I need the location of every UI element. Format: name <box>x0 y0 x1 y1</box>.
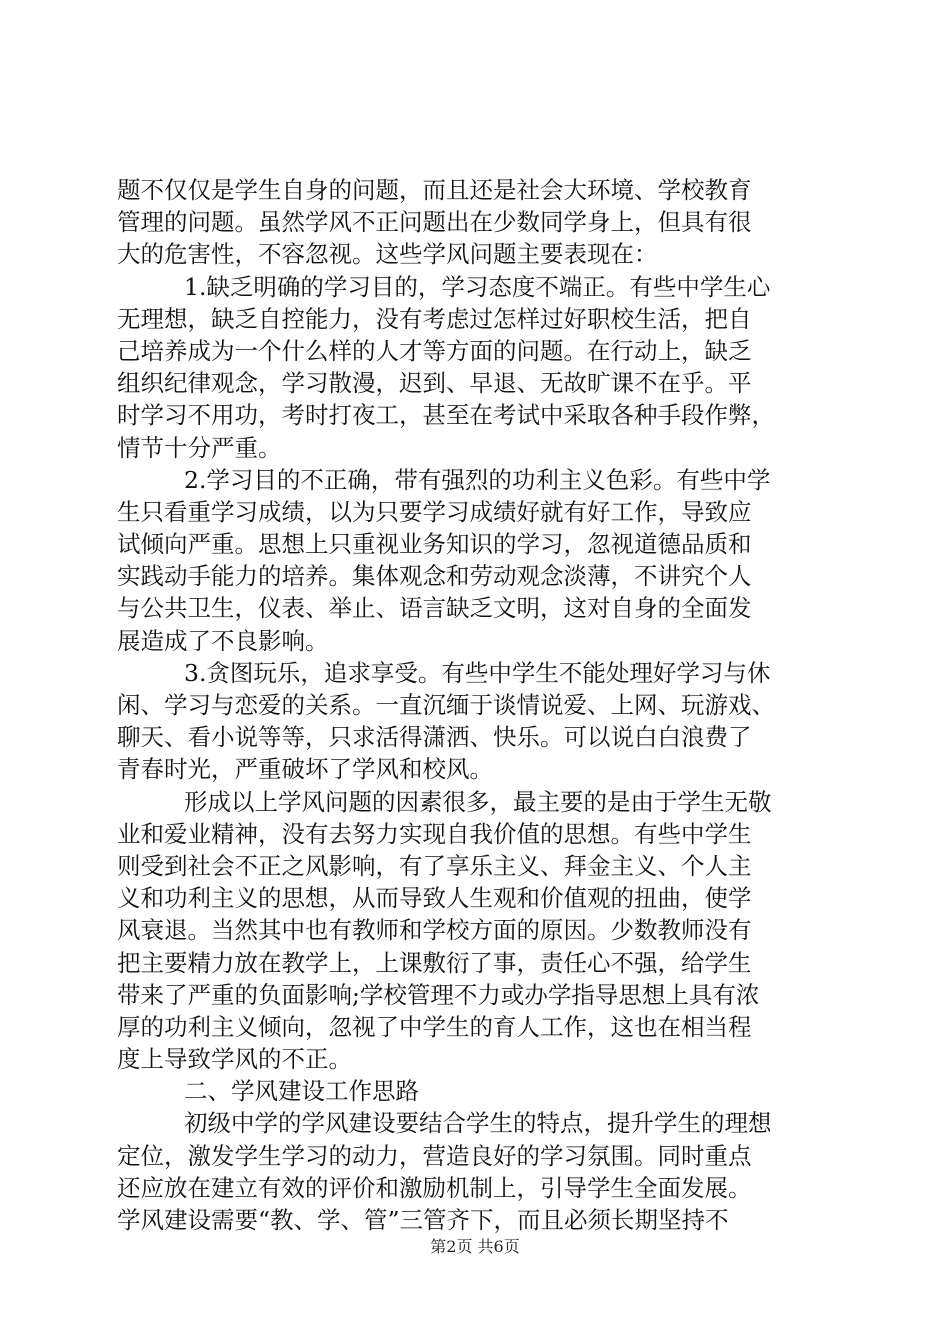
text-line: 厚的功利主义倾向，忽视了中学生的育人工作，这也在相当程 <box>117 1012 752 1041</box>
text-line: 风衰退。当然其中也有教师和学校方面的原因。少数教师没有 <box>117 916 752 945</box>
text-line: 学风建设需要“教、学、管”三管齐下，而且必须长期坚持不 <box>117 1206 729 1234</box>
text-line: 展造成了不良影响。 <box>117 626 329 655</box>
page-number-footer: 第2页 共6页 <box>430 1237 520 1256</box>
text-line: 试倾向严重。思想上只重视业务知识的学习，忽视道德品质和 <box>117 530 752 559</box>
text-line: 义和功利主义的思想，从而导致人生观和价值观的扭曲，使学 <box>117 884 752 913</box>
text-line: 生只看重学习成绩，以为只要学习成绩好就有好工作，导致应 <box>117 497 752 526</box>
text-line: 2.学习目的不正确，带有强烈的功利主义色彩。有些中学 <box>184 465 771 494</box>
text-line: 大的危害性，不容忽视。这些学风问题主要表现在： <box>117 240 658 269</box>
section-heading: 二、学风建设工作思路 <box>184 1077 419 1106</box>
text-line: 还应放在建立有效的评价和激励机制上，引导学生全面发展。 <box>117 1173 752 1202</box>
text-line: 青春时光，严重破坏了学风和校风。 <box>117 755 493 784</box>
text-line: 3.贪图玩乐，追求享受。有些中学生不能处理好学习与休 <box>184 658 771 687</box>
text-line: 把主要精力放在教学上，上课敷衍了事，责任心不强，给学生 <box>117 948 752 977</box>
text-line: 业和爱业精神，没有去努力实现自我价值的思想。有些中学生 <box>117 819 752 848</box>
text-line: 初级中学的学风建设要结合学生的特点，提升学生的理想 <box>184 1109 772 1138</box>
text-line: 组织纪律观念，学习散漫，迟到、早退、无故旷课不在乎。平 <box>117 369 752 398</box>
text-line: 管理的问题。虽然学风不正问题出在少数同学身上，但具有很 <box>117 208 752 237</box>
text-line: 实践动手能力的培养。集体观念和劳动观念淡薄，不讲究个人 <box>117 562 752 591</box>
text-line: 闲、学习与恋爱的关系。一直沉缅于谈情说爱、上网、玩游戏、 <box>117 691 775 719</box>
text-line: 1.缺乏明确的学习目的，学习态度不端正。有些中学生心 <box>184 272 771 301</box>
text-line: 情节十分严重。 <box>117 433 282 462</box>
text-line: 定位，激发学生学习的动力，营造良好的学习氛围。同时重点 <box>117 1141 752 1170</box>
text-line: 聊天、看小说等等，只求活得潇洒、快乐。可以说白白浪费了 <box>117 723 752 752</box>
text-line: 题不仅仅是学生自身的问题，而且还是社会大环境、学校教育 <box>117 176 752 204</box>
text-line: 带来了严重的负面影响;学校管理不力或办学指导思想上具有浓 <box>117 980 760 1009</box>
text-line: 己培养成为一个什么样的人才等方面的问题。在行动上，缺乏 <box>117 336 752 365</box>
text-line: 则受到社会不正之风影响，有了享乐主义、拜金主义、个人主 <box>117 851 752 880</box>
text-line: 无理想，缺乏自控能力，没有考虑过怎样过好职校生活，把自 <box>117 304 752 333</box>
document-body <box>117 174 839 1236</box>
text-line: 度上导致学风的不正。 <box>117 1045 352 1074</box>
text-line: 形成以上学风问题的因素很多，最主要的是由于学生无敬 <box>184 787 772 816</box>
text-line: 时学习不用功，考时打夜工，甚至在考试中采取各种手段作弊， <box>117 401 775 430</box>
text-line: 与公共卫生，仪表、举止、语言缺乏文明，这对自身的全面发 <box>117 594 752 623</box>
